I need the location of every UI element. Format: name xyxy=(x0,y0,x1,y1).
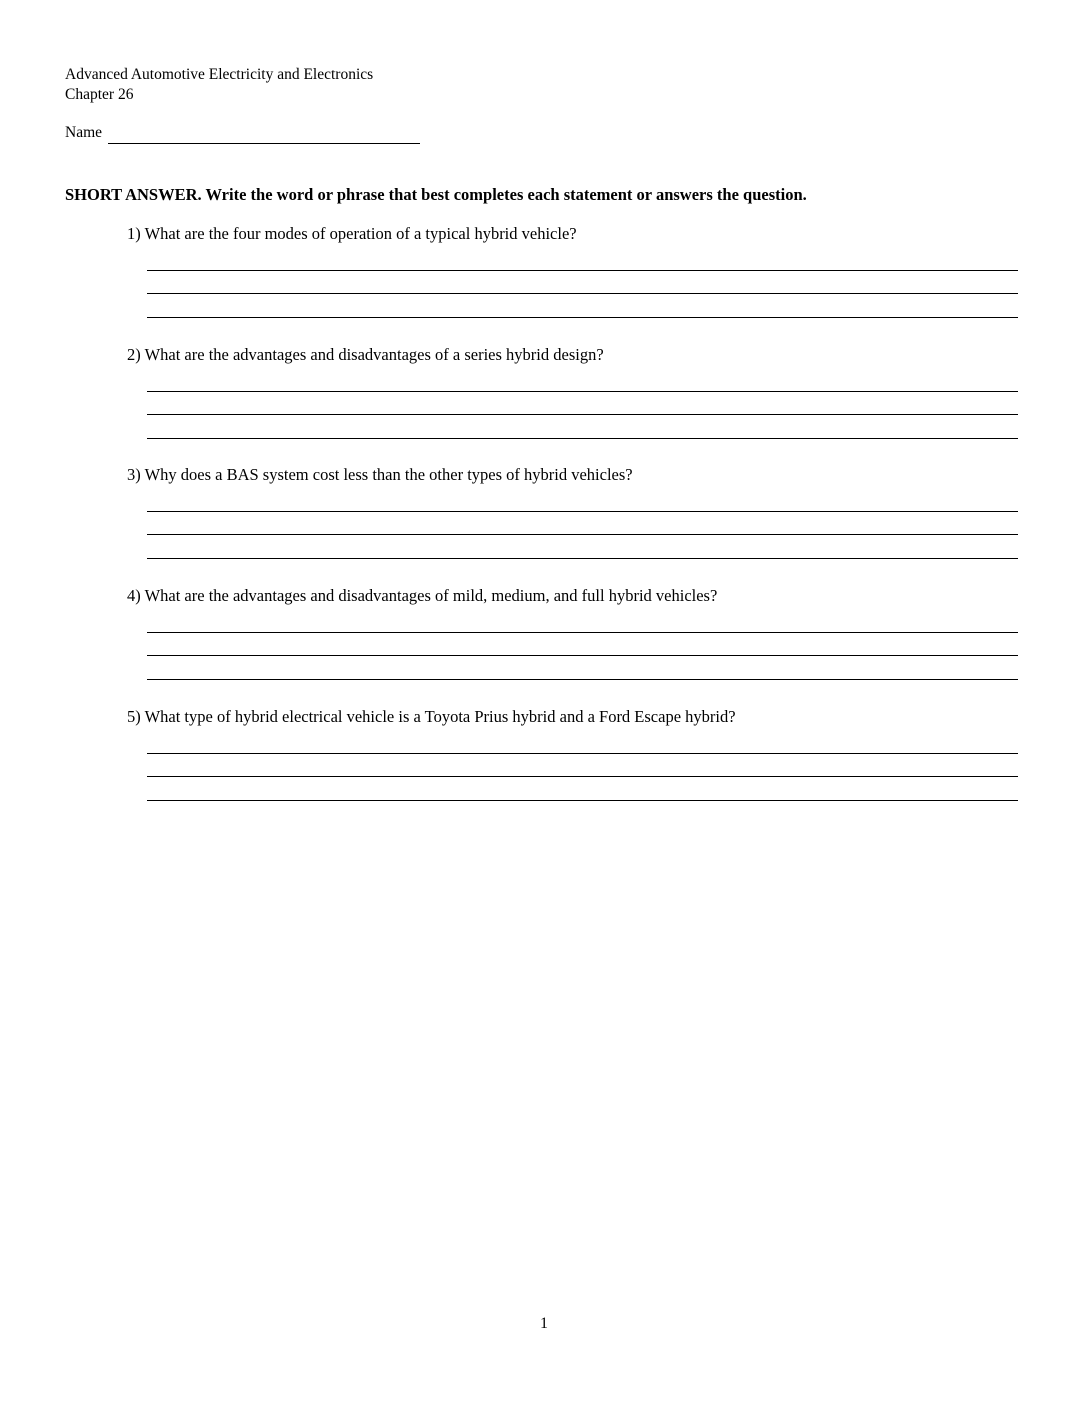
answer-line[interactable] xyxy=(147,317,1018,318)
answer-line[interactable] xyxy=(147,679,1018,680)
answer-line[interactable] xyxy=(147,753,1018,754)
answer-line[interactable] xyxy=(147,438,1018,439)
section-instructions: SHORT ANSWER. Write the word or phrase that best completes each statement or answers the question. xyxy=(65,185,807,204)
question-text: 1) What are the four modes of operation of a typical hybrid vehicle? xyxy=(127,224,577,243)
answer-line[interactable] xyxy=(147,632,1018,633)
answer-line[interactable] xyxy=(147,558,1018,559)
answer-line[interactable] xyxy=(147,414,1018,415)
question-text: 5) What type of hybrid electrical vehicle is a Toyota Prius hybrid and a Ford Escape hybrid? xyxy=(127,706,736,726)
question-item xyxy=(127,224,1027,244)
question-text: 2) What are the advantages and disadvantages of a series hybrid design? xyxy=(127,344,604,364)
page-number: 1 xyxy=(540,1315,548,1332)
answer-line[interactable] xyxy=(147,293,1018,294)
answer-line[interactable] xyxy=(147,655,1018,656)
question-text: 4) What are the advantages and disadvantages of mild, medium, and full hybrid vehicles? xyxy=(127,586,718,606)
answer-line[interactable] xyxy=(147,800,1018,801)
answer-line[interactable] xyxy=(147,270,1018,271)
course-title: Advanced Automotive Electricity and Electronics xyxy=(65,66,374,83)
answer-line[interactable] xyxy=(147,534,1018,535)
name-field-line[interactable] xyxy=(108,143,420,144)
question-item xyxy=(127,465,1027,485)
question-item xyxy=(127,345,1027,365)
question-text: 3) Why does a BAS system cost less than the other types of hybrid vehicles? xyxy=(127,465,633,485)
answer-line[interactable] xyxy=(147,511,1018,512)
answer-line[interactable] xyxy=(147,776,1018,777)
question-item xyxy=(127,707,1027,727)
answer-line[interactable] xyxy=(147,391,1018,392)
chapter-label: Chapter 26 xyxy=(65,86,134,103)
name-label: Name xyxy=(65,124,103,141)
question-item xyxy=(127,586,1027,606)
